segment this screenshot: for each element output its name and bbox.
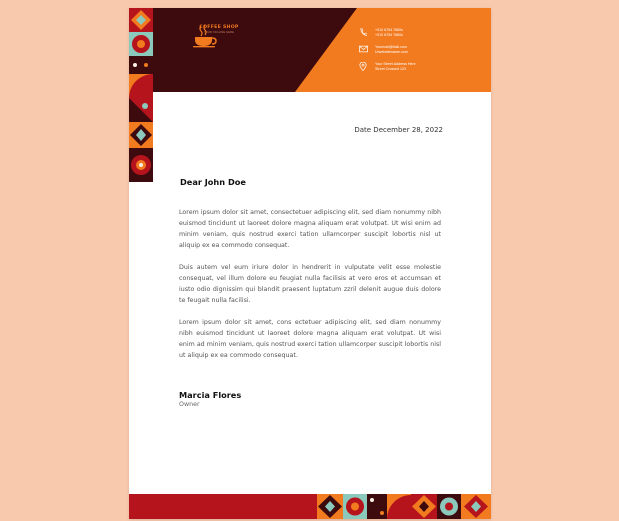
letter-salutation: Dear John Doe [180, 177, 246, 187]
letter-paragraph-3: Lorem ipsum dolor sit amet, cons ectetuer adipiscing elit, sed diam nonummy nibh euismod tincidunt ut laoreet dolore magna aliquam erat volutpat. Ut wisi enim ad minim veniam, quis nostrud exerci tation ullamcorper suscipit lobortis nisl ut aliquip ex ea commodo consequat. [179, 319, 441, 359]
address-line-2: Street Crossed 123 [375, 67, 406, 71]
letterhead-footer [129, 494, 491, 519]
signature-name: Marcia Flores [179, 390, 242, 400]
letter-paragraph-1: Lorem ipsum dolor sit amet, consectetuer adipiscing elit, sed diam nonummy nibh euismod tincidunt ut laoreet dolore magna aliquam erat volutpat. Ut wisi enim ad minim veniam, quis nostrud exerci tation ullamcorper suscipit lobortis nisl ut aliquip ex ea commodo consequat. [179, 209, 441, 249]
signature-role: Owner [179, 401, 200, 408]
phone-line-2: +010 6754 7660s [375, 33, 403, 37]
phone-line-1: +010 6754 7660s [375, 28, 403, 32]
brand-name: COFFEE SHOP [199, 25, 239, 30]
header-background [129, 8, 491, 92]
location-pin-icon [359, 62, 367, 71]
coffee-cup-icon [189, 24, 219, 48]
letter-date: Date December 28, 2022 [354, 126, 443, 134]
geometric-pattern [129, 8, 153, 182]
brand-tagline: YOUR TAGLINE HERE [203, 31, 235, 34]
contact-phone [375, 28, 403, 38]
brand-logo [189, 24, 249, 34]
email-line: Yourmail@Mail.com [375, 45, 407, 49]
contact-email [375, 45, 408, 55]
letter-paragraph-2: Duis autem vel eum iriure dolor in hendrerit in vulputate velit esse molestie consequat, vel illum dolore eu feugiat nulla facilisis at vero eros et accumsan et iusto odio dignissim qui blandit praesent luptatum zzril delenit augue duis dolore te feugait nulla facilisi. [179, 264, 441, 304]
letterhead-page [129, 8, 491, 519]
side-pattern-strip [129, 8, 153, 182]
mail-icon [359, 45, 368, 53]
address-line-1: Your Street Address Here [375, 62, 416, 66]
footer-pattern [129, 494, 491, 519]
letterhead-header [129, 8, 491, 92]
website-line: Urwebsitename.com [375, 50, 408, 54]
contact-address [375, 62, 416, 72]
phone-icon [359, 28, 367, 36]
